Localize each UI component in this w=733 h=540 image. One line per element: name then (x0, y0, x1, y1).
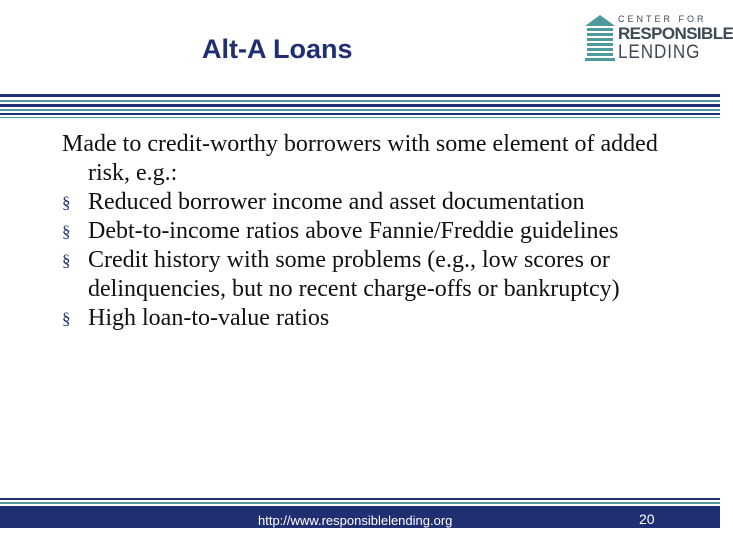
bullet-icon: § (62, 251, 71, 270)
header-divider-band (0, 94, 720, 120)
bullet-list (62, 188, 662, 333)
page-number: 20 (639, 511, 655, 527)
bullet-text: Reduced borrower income and asset documentation (88, 189, 585, 215)
slide-body (62, 130, 662, 333)
bullet-icon: § (62, 222, 71, 241)
footer-url[interactable]: http://www.responsiblelending.org (258, 513, 453, 528)
bullet-text: Credit history with some problems (e.g., low scores or delinquencies, but no recent charge-offs or bankruptcy) (88, 247, 620, 302)
bullet-icon: § (62, 193, 71, 212)
bullet-item (62, 304, 662, 333)
bullet-text: Debt-to-income ratios above Fannie/Freddie guidelines (88, 218, 619, 244)
bullet-item (62, 188, 662, 217)
center-for-responsible-lending-logo (584, 14, 733, 66)
slide-title: Alt-A Loans (202, 34, 353, 64)
logo-text-lending: LENDING (618, 42, 701, 63)
bullet-text: High loan-to-value ratios (88, 305, 330, 331)
intro-text: Made to credit-worthy borrowers with some element of added risk, e.g.: (62, 131, 658, 186)
footer-divider-stripes (0, 498, 720, 506)
logo-text-responsible: RESPONSIBLE (618, 24, 733, 43)
building-icon (584, 14, 616, 62)
logo-text-center-for: CENTER FOR (618, 14, 707, 24)
bullet-item (62, 217, 662, 246)
bullet-icon: § (62, 309, 71, 328)
bullet-item (62, 246, 662, 304)
